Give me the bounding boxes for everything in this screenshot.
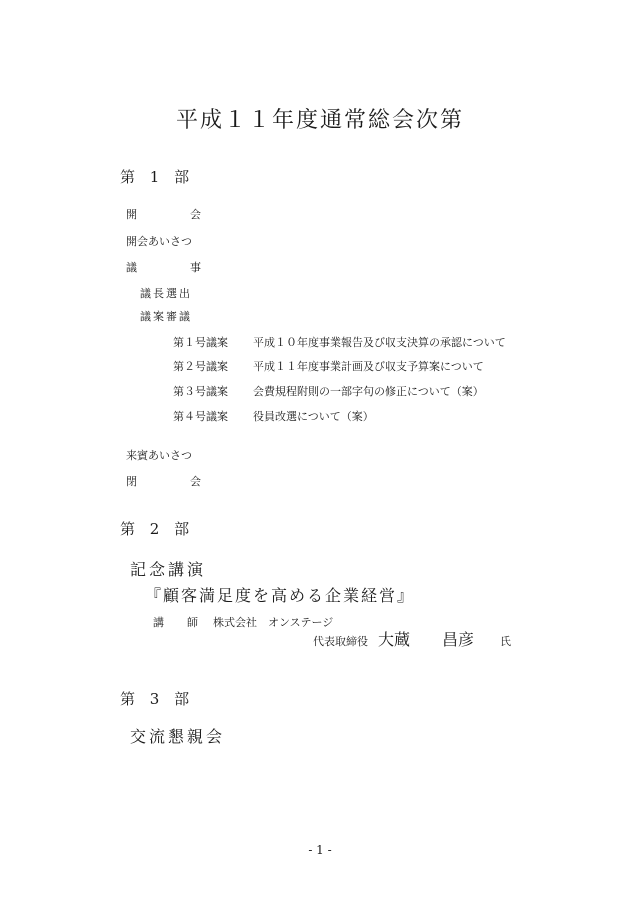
speaker-honorific: 氏 — [500, 635, 511, 648]
part2-heading: 第 2 部 — [120, 520, 195, 538]
opening-text: 開 会 — [126, 208, 206, 221]
agenda-label-2: 第２号議案 — [173, 360, 228, 373]
speaker-label: 講 師 — [153, 616, 204, 629]
agenda-label-1: 第１号議案 — [173, 336, 228, 349]
agenda-text-3: 会費規程附則の一部字句の修正について（案） — [253, 385, 484, 398]
agenda-label-3: 第３号議案 — [173, 385, 228, 398]
part3-heading: 第 3 部 — [120, 690, 195, 708]
lecture-title: 『顧客満足度を高める企業経営』 — [145, 586, 416, 605]
opening-item — [126, 206, 206, 222]
chair-election-item: 議長選出 — [140, 287, 192, 300]
agenda-text-1: 平成１０年度事業報告及び収支決算の承認について — [253, 336, 506, 349]
page-number: - 1 - — [308, 843, 332, 857]
document-title: 平成１１年度通常総会次第 — [175, 108, 464, 133]
part1-heading: 第 1 部 — [120, 168, 195, 186]
bill-deliberation-item: 議案審議 — [140, 310, 192, 323]
guest-greeting-item: 来賓あいさつ — [126, 449, 192, 462]
social-gathering: 交流懇親会 — [130, 727, 226, 746]
speaker-position: 代表取締役 — [313, 635, 368, 648]
company-name: 株式会社 オンステージ — [213, 616, 334, 629]
closing-item: 閉 会 — [126, 475, 206, 488]
proceedings-item: 議 事 — [126, 261, 206, 274]
speaker-name: 大蔵 昌彦 — [378, 630, 475, 649]
agenda-text-4: 役員改選について（案） — [253, 410, 374, 423]
agenda-text-2: 平成１１年度事業計画及び収支予算案について — [253, 360, 484, 373]
opening-greeting-item: 開会あいさつ — [126, 235, 192, 248]
agenda-label-4: 第４号議案 — [173, 410, 228, 423]
lecture-heading: 記念講演 — [130, 560, 207, 579]
